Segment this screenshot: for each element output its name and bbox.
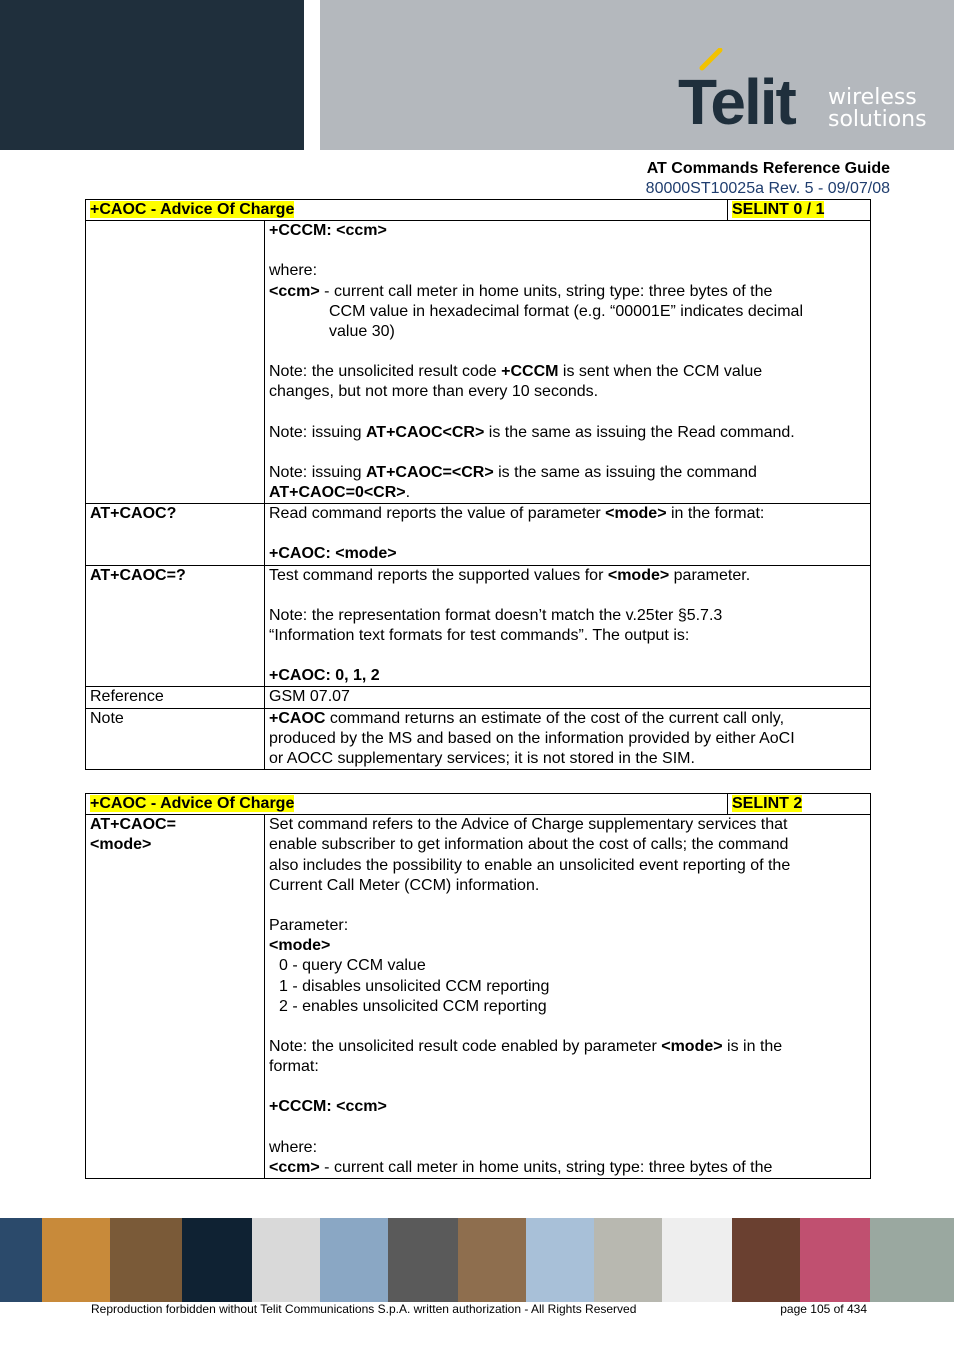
table-title: +CAOC - Advice Of Charge bbox=[90, 201, 295, 218]
table-row bbox=[86, 687, 871, 708]
table-title-row bbox=[86, 794, 871, 815]
command-name: AT+CAOC= <mode> bbox=[86, 815, 265, 1179]
logo-tagline-2: solutions bbox=[828, 107, 927, 132]
command-name: AT+CAOC=? bbox=[86, 565, 265, 687]
command-name: AT+CAOC? bbox=[86, 504, 265, 565]
document-title: AT Commands Reference Guide bbox=[646, 160, 890, 177]
caoc-table-selint01 bbox=[85, 199, 871, 770]
header-dark-panel bbox=[0, 0, 304, 150]
reference-value: GSM 07.07 bbox=[265, 687, 871, 708]
document-reference: 80000ST10025a Rev. 5 - 09/07/08 bbox=[645, 180, 890, 197]
footer-photo-strip bbox=[0, 1218, 954, 1302]
table-row bbox=[86, 504, 871, 565]
document-title-block bbox=[646, 159, 890, 199]
selint-badge: SELINT 2 bbox=[732, 795, 803, 812]
logo-tagline-1: wireless bbox=[828, 85, 917, 110]
logo-word: Telit bbox=[678, 66, 795, 134]
caoc-table-selint2 bbox=[85, 793, 871, 1179]
table-row bbox=[86, 708, 871, 770]
command-description: Read command reports the value of parameter <mode> in the format: +CAOC: <mode> bbox=[265, 504, 871, 565]
table-row bbox=[86, 815, 871, 1179]
table-row bbox=[86, 221, 871, 504]
note-label: Note bbox=[86, 708, 265, 770]
telit-logo bbox=[676, 48, 936, 134]
selint-badge: SELINT 0 / 1 bbox=[732, 201, 825, 218]
footer-copyright: Reproduction forbidden without Telit Communications S.p.A. written authorization - All Rights Reserved bbox=[91, 1302, 637, 1316]
reference-label: Reference bbox=[86, 687, 265, 708]
footer bbox=[91, 1302, 867, 1316]
command-description: Set command refers to the Advice of Charge supplementary services that enable subscriber to get information about the cost of calls; the command also includes the possibility to enable an unsolicited event reporting of the Current Call Meter (CCM) information. Parameter: <mode> 0 - query CCM value 1 - disables unsolicited CCM reporting 2 - enables unsolicited CCM reporting Note: the unsolicited result code enabled by parameter <mode> is in the format: +CCCM: <ccm> where: <ccm> - current call meter in home units, string type: three bytes of the bbox=[265, 815, 871, 1179]
note-description: +CAOC command returns an estimate of the cost of the current call only, produced by the MS and based on the information provided by either AoCI or AOCC supplementary services; it is not stored in the SIM. bbox=[265, 708, 871, 770]
table-row bbox=[86, 565, 871, 687]
page-number: page 105 of 434 bbox=[780, 1302, 867, 1316]
command-description: Test command reports the supported values for <mode> parameter. Note: the representation format doesn’t match the v.25ter §5.7.3 “Information text formats for test commands”. The output is: +CAOC: 0, 1, 2 bbox=[265, 565, 871, 687]
continued-description: +CCCM: <ccm> where: <ccm> - current call meter in home units, string type: three bytes of the CCM value in hexadecimal format (e.g. “00001E” indicates decimal value 30) Note: the unsolicited result code +CCCM is sent when the CCM value changes, but not more than every 10 seconds. Note: issuing AT+CAOC<CR> is the same as issuing the Read command. Note: issuing AT+CAOC=<CR> is the same as issuing the command AT+CAOC=0<CR>. bbox=[265, 221, 871, 504]
table-title: +CAOC - Advice Of Charge bbox=[90, 795, 295, 812]
table-title-row bbox=[86, 200, 871, 221]
